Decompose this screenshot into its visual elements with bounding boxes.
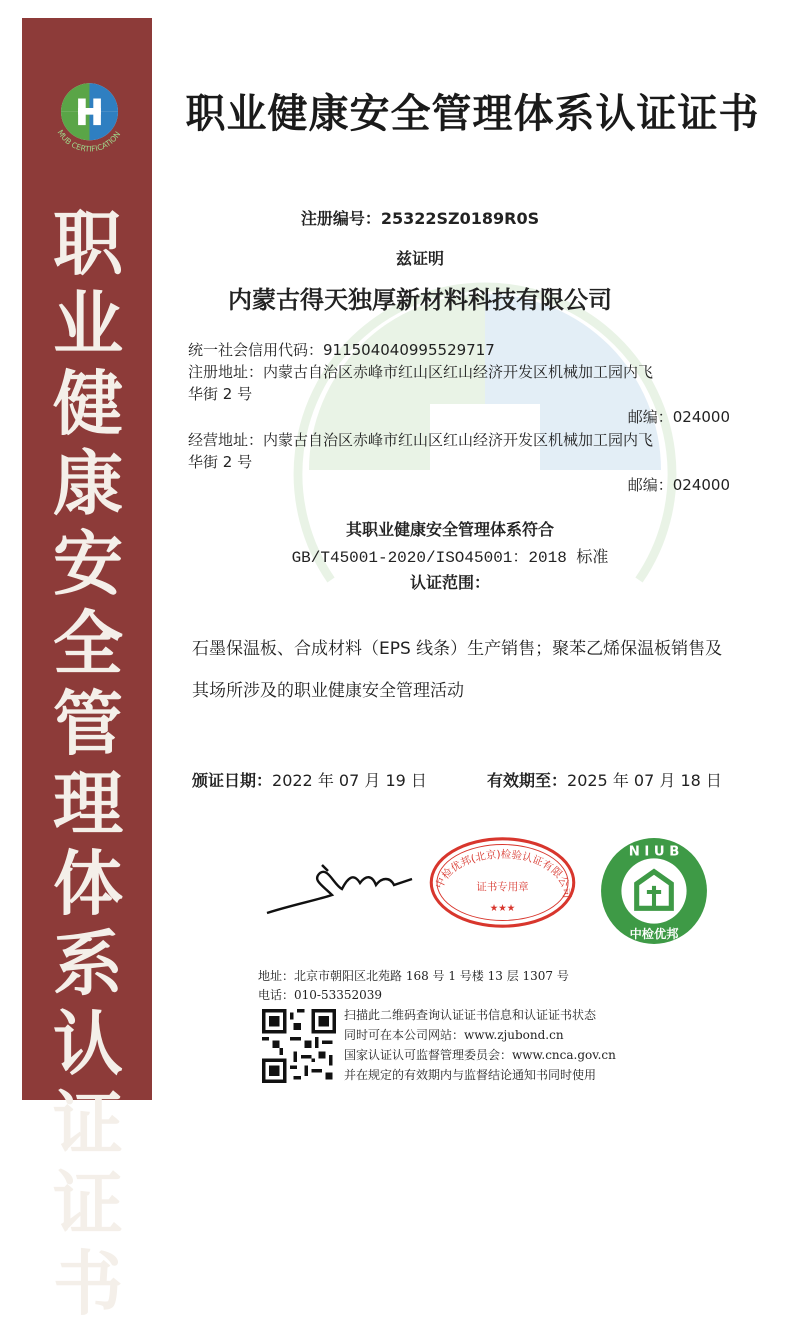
scope-line2: 其场所涉及的职业健康安全管理活动 bbox=[192, 681, 464, 701]
company-name: 内蒙古得天独厚新材料科技有限公司 bbox=[228, 286, 612, 314]
logo-ring-text: MUB CERTIFICATION bbox=[55, 128, 123, 154]
qr-code-icon bbox=[262, 1008, 336, 1084]
reg-zip: 邮编：024000 bbox=[627, 408, 730, 426]
vertical-title-char: 证 bbox=[53, 1083, 123, 1165]
niub-badge-icon bbox=[598, 835, 710, 947]
red-seal-icon bbox=[425, 835, 580, 930]
vertical-title-char: 管 bbox=[53, 683, 123, 765]
vertical-title-char: 书 bbox=[53, 1243, 123, 1325]
vertical-title-char: 证 bbox=[53, 1163, 123, 1245]
issue-label: 颁证日期： bbox=[192, 771, 273, 790]
qr-line1: 扫描此二维码查询认证证书信息和认证证书状态 bbox=[344, 1008, 597, 1022]
reg-address-line1: 注册地址：内蒙古自治区赤峰市红山区红山经济开发区机械加工园内飞 bbox=[188, 363, 654, 381]
niub-bottom-text: 中检优邦 bbox=[629, 926, 679, 941]
vertical-title-char: 全 bbox=[53, 603, 123, 685]
op-address-line2: 华街 2 号 bbox=[188, 453, 253, 471]
standard-line: GB/T45001-2020/ISO45001：2018 标准 bbox=[291, 549, 609, 567]
certify-line: 兹证明 bbox=[395, 249, 444, 268]
vertical-title-char: 康 bbox=[53, 443, 123, 525]
vertical-title-char: 职 bbox=[53, 203, 123, 285]
scope-line1: 石墨保温板、合成材料（EPS 线条）生产销售；聚苯乙烯保温板销售及 bbox=[192, 639, 723, 659]
issue-date: 2022 年 07 月 19 日 bbox=[272, 771, 427, 790]
op-address-line1: 经营地址：内蒙古自治区赤峰市红山区红山经济开发区机械加工园内飞 bbox=[188, 431, 654, 449]
vertical-title-char: 健 bbox=[53, 363, 123, 445]
sidebar-banner bbox=[22, 18, 152, 1325]
seal-center-text: 证书专用章 bbox=[476, 881, 529, 894]
svg-text:★★★: ★★★ bbox=[489, 903, 516, 914]
footer-phone: 电话：010-53352039 bbox=[258, 988, 383, 1002]
vertical-title-char: 安 bbox=[53, 523, 123, 605]
reg-address-line2: 华街 2 号 bbox=[188, 385, 253, 403]
registration-number: 注册编号：25322SZ0189R0S bbox=[300, 209, 540, 228]
vertical-title-char: 体 bbox=[53, 843, 123, 925]
qr-line3: 国家认证认可监督管理委员会：www.cnca.gov.cn bbox=[344, 1048, 616, 1062]
signature-icon bbox=[262, 855, 422, 925]
qr-line2: 同时可在本公司网站：www.zjubond.cn bbox=[344, 1028, 564, 1042]
footer-address: 地址：北京市朝阳区北苑路 168 号 1 号楼 13 层 1307 号 bbox=[258, 969, 569, 983]
qr-line4: 并在规定的有效期内与监督结论通知书同时使用 bbox=[344, 1068, 597, 1082]
expire-label: 有效期至： bbox=[487, 771, 568, 790]
mub-logo-icon bbox=[42, 70, 137, 165]
conform-line1: 其职业健康安全管理体系符合 bbox=[345, 520, 554, 539]
vertical-title bbox=[48, 203, 128, 1323]
expire-date-row bbox=[487, 768, 722, 791]
expire-date: 2025 年 07 月 18 日 bbox=[567, 771, 722, 790]
scope-label: 认证范围： bbox=[409, 573, 490, 592]
credit-code: 统一社会信用代码：911504040995529717 bbox=[188, 341, 495, 359]
issue-date-row bbox=[192, 768, 427, 791]
vertical-title-char: 系 bbox=[53, 923, 123, 1005]
seal-ring-text: 中检优邦(北京)检验认证有限公司 bbox=[433, 848, 573, 899]
op-zip: 邮编：024000 bbox=[627, 476, 730, 494]
vertical-title-char: 业 bbox=[53, 283, 123, 365]
vertical-title-char: 理 bbox=[53, 763, 123, 845]
certificate-title: 职业健康安全管理体系认证证书 bbox=[185, 91, 760, 137]
niub-letters: N I U B bbox=[628, 844, 680, 860]
vertical-title-char: 认 bbox=[53, 1003, 123, 1085]
